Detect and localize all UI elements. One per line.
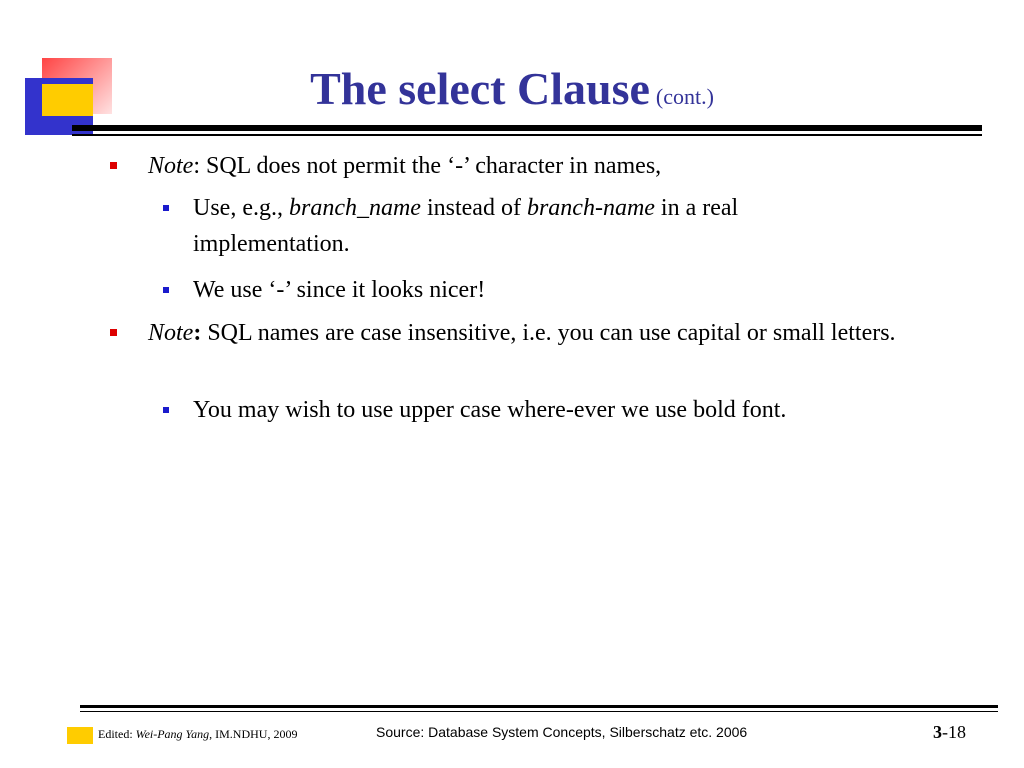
sub-bullet-upper-case	[193, 392, 893, 428]
slide-title-sub: (cont.)	[655, 84, 714, 109]
square-bullet-icon	[110, 162, 117, 169]
square-bullet-icon	[110, 329, 117, 336]
footer-yellow-box	[67, 727, 93, 744]
bullet-text-post: in a real implementation.	[193, 195, 739, 257]
note-label: Note	[148, 320, 194, 346]
code-term-underscore: branch_name	[288, 195, 421, 221]
footer-page: -18	[942, 722, 966, 742]
bullet-text: : SQL does not permit the ‘-’ character in names,	[193, 153, 662, 179]
sub-bullet-branch-name	[193, 190, 893, 262]
sub-bullet-looks-nicer	[193, 272, 893, 308]
bullet-text-pre: Use, e.g.,	[193, 195, 289, 221]
footer-affiliation: , IM.NDHU, 2009	[209, 727, 298, 741]
footer-rule-thin	[80, 711, 998, 712]
bullet-text: You may wish to use upper case where-ever we use bold font.	[193, 397, 787, 423]
footer-rule-thick	[80, 705, 998, 708]
bullet-text-mid: instead of	[420, 195, 527, 221]
note-label: Note	[148, 153, 194, 179]
footer-chapter: 3	[933, 722, 942, 742]
slide-title-main: The select Clause	[310, 63, 650, 114]
code-term-hyphen: branch-name	[526, 195, 655, 221]
note-colon: :	[193, 320, 202, 346]
footer-source: Source: Database System Concepts, Silberschatz etc. 2006	[376, 724, 748, 740]
footer-edited	[98, 727, 297, 742]
footer-edited-label: Edited:	[98, 727, 136, 741]
square-bullet-icon	[163, 205, 169, 211]
square-bullet-icon	[163, 407, 169, 413]
bullet-text: We use ‘-’ since it looks nicer!	[193, 277, 486, 303]
footer-editor: Wei-Pang Yang	[135, 727, 210, 741]
slide-title	[0, 62, 1024, 115]
bullet-note-1	[148, 150, 918, 183]
title-rule-thick	[72, 125, 982, 131]
title-rule-thin	[72, 134, 982, 136]
footer-page-number	[933, 722, 966, 743]
bullet-text: SQL names are case insensitive, i.e. you can use capital or small letters.	[201, 320, 896, 346]
bullet-note-2	[148, 317, 918, 350]
square-bullet-icon	[163, 287, 169, 293]
